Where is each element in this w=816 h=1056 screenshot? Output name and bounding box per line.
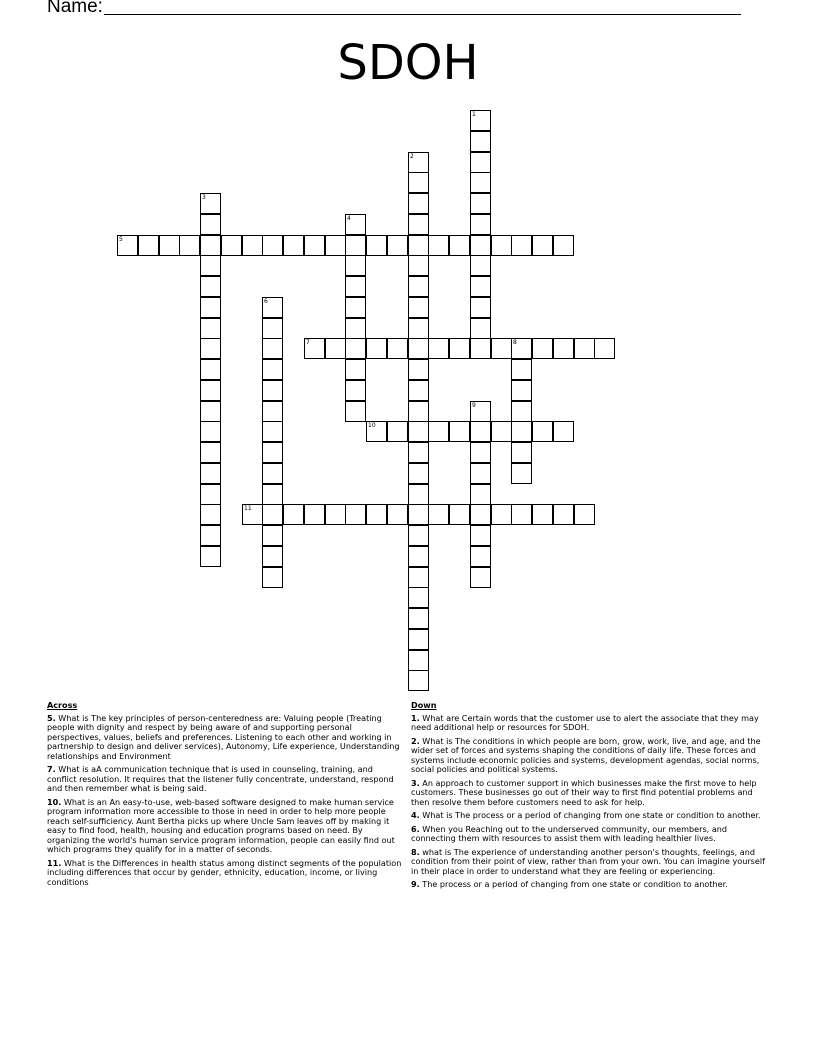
clue-text: what is The experience of understanding another person's thoughts, feelings, and condition from their point of view, rather than from your own. You can imagine yourself in their place in order to understand what they are feeling or experiencing. [411,846,765,876]
down-clue [411,714,767,733]
grid-cell[interactable] [262,442,283,463]
grid-cell[interactable] [511,338,532,359]
grid-cell[interactable] [408,587,429,608]
grid-cell[interactable] [408,401,429,422]
grid-cell[interactable] [387,338,408,359]
clue-number: 1. [411,712,420,723]
across-clue [47,765,403,794]
grid-cell[interactable] [511,359,532,380]
grid-cell[interactable] [200,504,221,525]
down-clue [411,811,767,821]
grid-cell[interactable] [408,193,429,214]
grid-cell[interactable] [408,152,429,173]
grid-cell[interactable] [408,276,429,297]
page-title: SDOH [337,35,479,91]
grid-cell[interactable] [345,255,366,276]
grid-cell[interactable] [387,421,408,442]
across-clue-list [47,714,403,888]
grid-cell[interactable] [408,338,429,359]
down-heading: Down [411,700,437,710]
grid-cell[interactable] [470,401,491,422]
clue-number: 11 [244,505,252,512]
clue-number: 5 [119,236,123,243]
grid-cell[interactable] [553,504,574,525]
grid-cell[interactable] [408,504,429,525]
grid-cell[interactable] [408,629,429,650]
grid-cell[interactable] [200,359,221,380]
clue-text: What is The key principles of person-centeredness are: Valuing people (Treating people with dignity and respect by being aware of and supporting personal perspectives, values, beliefs and preferences. Listening to each other and working in partnership to design and deliver services), Autonomy, Life experience, Understanding relationships and Environment [47,712,400,761]
grid-cell[interactable] [242,235,263,256]
clue-number: 8. [411,846,420,857]
grid-cell[interactable] [428,504,449,525]
grid-cell[interactable] [491,421,512,442]
across-clues [47,701,403,891]
grid-cell[interactable] [200,442,221,463]
grid-cell[interactable] [200,214,221,235]
down-clues [411,701,767,894]
grid-cell[interactable] [200,318,221,339]
clue-number: 10. [47,796,62,807]
grid-cell[interactable] [553,421,574,442]
grid-cell[interactable] [470,297,491,318]
grid-cell[interactable] [262,504,283,525]
grid-cell[interactable] [345,318,366,339]
grid-cell[interactable] [200,401,221,422]
grid-cell[interactable] [200,193,221,214]
grid-cell[interactable] [532,235,553,256]
grid-cell[interactable] [408,463,429,484]
grid-cell[interactable] [574,504,595,525]
grid-cell[interactable] [345,214,366,235]
clue-text: An approach to customer support in which businesses make the first move to help customers. These businesses go out of their way to first find potential problems and then resolve them before customers need to ask for help. [411,777,757,807]
grid-cell[interactable] [262,318,283,339]
grid-cell[interactable] [574,338,595,359]
grid-cell[interactable] [428,235,449,256]
clue-number: 2. [411,735,420,746]
grid-cell[interactable] [408,172,429,193]
grid-cell[interactable] [511,380,532,401]
grid-cell[interactable] [491,504,512,525]
grid-cell[interactable] [179,235,200,256]
grid-cell[interactable] [470,442,491,463]
grid-cell[interactable] [200,297,221,318]
grid-cell[interactable] [408,359,429,380]
grid-cell[interactable] [594,338,615,359]
grid-cell[interactable] [470,463,491,484]
clue-text: What is The process or a period of changing from one state or condition to another. [419,810,761,820]
grid-cell[interactable] [345,401,366,422]
grid-cell[interactable] [408,235,429,256]
grid-cell[interactable] [408,546,429,567]
across-clue [47,859,403,888]
grid-cell[interactable] [408,650,429,671]
grid-cell[interactable] [304,338,325,359]
clue-text: The process or a period of changing from one state or condition to another. [419,879,728,889]
grid-cell[interactable] [117,235,138,256]
grid-cell[interactable] [262,235,283,256]
grid-cell[interactable] [200,235,221,256]
grid-cell[interactable] [470,214,491,235]
clue-number: 5. [47,712,56,723]
grid-cell[interactable] [283,235,304,256]
grid-cell[interactable] [470,172,491,193]
grid-cell[interactable] [408,608,429,629]
down-clue [411,880,767,890]
clue-number: 10 [368,422,376,429]
down-clue [411,848,767,877]
grid-cell[interactable] [262,297,283,318]
grid-cell[interactable] [345,276,366,297]
grid-cell[interactable] [262,380,283,401]
grid-cell[interactable] [470,546,491,567]
grid-cell[interactable] [511,463,532,484]
grid-cell[interactable] [511,421,532,442]
grid-cell[interactable] [470,255,491,276]
grid-cell[interactable] [449,421,470,442]
grid-cell[interactable] [262,421,283,442]
grid-cell[interactable] [200,525,221,546]
grid-cell[interactable] [200,484,221,505]
grid-cell[interactable] [511,235,532,256]
grid-cell[interactable] [159,235,180,256]
grid-cell[interactable] [366,235,387,256]
grid-cell[interactable] [408,421,429,442]
grid-cell[interactable] [387,504,408,525]
grid-cell[interactable] [408,567,429,588]
grid-cell[interactable] [366,338,387,359]
grid-cell[interactable] [262,359,283,380]
grid-cell[interactable] [200,463,221,484]
grid-cell[interactable] [262,463,283,484]
clue-number: 9. [411,879,420,889]
grid-cell[interactable] [408,442,429,463]
grid-cell[interactable] [532,421,553,442]
clue-number: 11. [47,857,62,868]
grid-cell[interactable] [325,235,346,256]
grid-cell[interactable] [200,338,221,359]
grid-cell[interactable] [304,235,325,256]
across-clue [47,714,403,762]
grid-cell[interactable] [408,484,429,505]
grid-cell[interactable] [138,235,159,256]
grid-cell[interactable] [470,131,491,152]
grid-cell[interactable] [449,504,470,525]
grid-cell[interactable] [200,421,221,442]
grid-cell[interactable] [387,235,408,256]
clue-number: 6. [411,823,420,834]
grid-cell[interactable] [283,504,304,525]
grid-cell[interactable] [470,276,491,297]
grid-cell[interactable] [262,401,283,422]
grid-cell[interactable] [470,504,491,525]
grid-cell[interactable] [491,338,512,359]
grid-cell[interactable] [408,670,429,691]
grid-cell[interactable] [532,338,553,359]
grid-cell[interactable] [325,338,346,359]
grid-cell[interactable] [511,401,532,422]
grid-cell[interactable] [470,110,491,131]
clue-number: 4. [411,810,420,820]
grid-cell[interactable] [553,235,574,256]
clue-text: What is aA communication technique that is used in counseling, training, and conflict resolution. It requires that the listener fully concentrate, understand, respond and then remember what is being said. [47,764,394,793]
grid-cell[interactable] [345,338,366,359]
grid-cell[interactable] [470,484,491,505]
clue-number: 6 [264,298,268,305]
grid-cell[interactable] [345,504,366,525]
grid-cell[interactable] [200,380,221,401]
grid-cell[interactable] [470,152,491,173]
grid-cell[interactable] [408,318,429,339]
grid-cell[interactable] [200,546,221,567]
grid-cell[interactable] [470,235,491,256]
down-clue [411,825,767,844]
clue-number: 9 [472,402,476,409]
grid-cell[interactable] [470,525,491,546]
name-label: Name: [47,0,103,17]
across-clue [47,798,403,855]
grid-cell[interactable] [408,255,429,276]
grid-cell[interactable] [200,255,221,276]
grid-cell[interactable] [470,193,491,214]
grid-cell[interactable] [262,567,283,588]
grid-cell[interactable] [511,504,532,525]
grid-cell[interactable] [221,235,242,256]
grid-cell[interactable] [408,380,429,401]
grid-cell[interactable] [345,235,366,256]
down-clue-list [411,714,767,890]
grid-cell[interactable] [262,338,283,359]
clue-text: When you Reaching out to the underserved community, our members, and connecting them with resources to assist them with leading healthier lives. [411,823,728,843]
clue-text: What are Certain words that the customer use to alert the associate that they may need additional help or resources for SDOH. [411,712,759,732]
grid-cell[interactable] [470,318,491,339]
grid-cell[interactable] [345,380,366,401]
grid-cell[interactable] [262,546,283,567]
grid-cell[interactable] [553,338,574,359]
grid-cell[interactable] [408,214,429,235]
clue-text: What is the Differences in health status among distinct segments of the population including differences that occur by gender, ethnicity, education, income, or living conditions [47,857,402,887]
clue-number: 7. [47,764,56,774]
grid-cell[interactable] [408,525,429,546]
grid-cell[interactable] [449,338,470,359]
down-clue [411,779,767,808]
clue-text: What is an An easy-to-use, web-based software designed to make human service program information more accessible to those in need in order to help more people reach self-sufficiency. Aunt Bertha picks up where Uncle Sam leaves off by making it easy to find food, health, housing and education programs based on need. By organizing the world's human service program information, people can easily find out which programs they qualify for in a matter of seconds. [47,796,395,854]
clue-number: 8 [513,339,517,346]
clue-text: What is The conditions in which people are born, grow, work, live, and age, and the wider set of forces and systems shaping the conditions of daily life. These forces and systems include economic policies and systems, development agendas, social norms, social policies and political systems. [411,735,761,774]
clue-number: 2 [410,153,414,160]
down-clue [411,737,767,775]
clue-number: 7 [306,339,310,346]
clue-number: 3 [202,194,206,201]
grid-cell[interactable] [470,338,491,359]
grid-cell[interactable] [200,276,221,297]
grid-cell[interactable] [532,504,553,525]
grid-cell[interactable] [262,525,283,546]
grid-cell[interactable] [408,297,429,318]
grid-cell[interactable] [325,504,346,525]
grid-cell[interactable] [242,504,263,525]
clue-number: 3. [411,777,420,788]
across-heading: Across [47,700,78,710]
grid-cell[interactable] [262,484,283,505]
grid-cell[interactable] [428,338,449,359]
grid-cell[interactable] [470,567,491,588]
grid-cell[interactable] [304,504,325,525]
grid-cell[interactable] [345,359,366,380]
grid-cell[interactable] [366,421,387,442]
clue-number: 4 [347,215,351,222]
grid-cell[interactable] [491,235,512,256]
grid-cell[interactable] [449,235,470,256]
grid-cell[interactable] [470,421,491,442]
clue-number: 1 [472,111,476,118]
grid-cell[interactable] [366,504,387,525]
grid-cell[interactable] [428,421,449,442]
grid-cell[interactable] [511,442,532,463]
grid-cell[interactable] [345,297,366,318]
